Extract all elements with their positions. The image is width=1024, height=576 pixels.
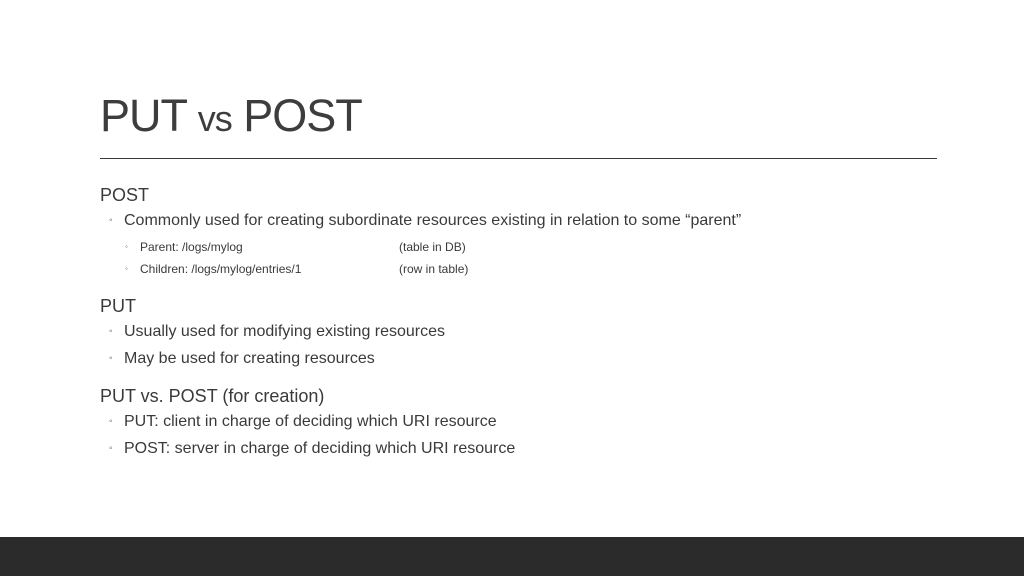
sub-bullet-note: (table in DB): [399, 240, 466, 254]
hollow-bullet-icon: ◦: [125, 264, 128, 273]
section-heading: PUT vs. POST (for creation): [100, 386, 325, 406]
hollow-bullet-icon: ◦: [109, 443, 113, 454]
bullet-text: PUT: client in charge of deciding which URI resource: [124, 413, 497, 430]
bullet-item: [100, 318, 940, 345]
bullet-item: [100, 207, 940, 234]
title-divider: [100, 158, 937, 159]
sub-bullet-label: Children: /logs/mylog/entries/1: [140, 262, 302, 276]
title-vs: vs: [197, 98, 232, 139]
sub-bullet-item: [100, 258, 940, 280]
sub-bullet-list: [100, 234, 940, 280]
section-put-vs-post: [100, 384, 940, 462]
title-post: POST: [243, 90, 362, 141]
hollow-bullet-icon: ◦: [109, 326, 113, 337]
bullet-text: POST: server in charge of deciding which URI resource: [124, 440, 516, 457]
section-post: [100, 183, 940, 280]
sub-bullet-note: (row in table): [399, 262, 469, 276]
bullet-text: May be used for creating resources: [124, 350, 375, 367]
hollow-bullet-icon: ◦: [125, 242, 128, 251]
slide-title: [100, 88, 362, 147]
bullet-item: [100, 408, 940, 435]
sub-bullet-label: Parent: /logs/mylog: [140, 240, 243, 254]
section-heading: PUT: [100, 296, 136, 316]
footer-bar: [0, 537, 1024, 576]
title-put: PUT: [100, 90, 187, 141]
section-heading: POST: [100, 185, 150, 205]
bullet-item: [100, 345, 940, 372]
slide-content: [100, 183, 940, 462]
hollow-bullet-icon: ◦: [109, 416, 113, 427]
bullet-text: Usually used for modifying existing resources: [124, 323, 446, 340]
hollow-bullet-icon: ◦: [109, 215, 113, 226]
hollow-bullet-icon: ◦: [109, 353, 113, 364]
section-put: [100, 294, 940, 372]
bullet-text: Commonly used for creating subordinate resources existing in relation to some “parent”: [124, 212, 742, 229]
bullet-item: [100, 435, 940, 462]
sub-bullet-item: [100, 236, 940, 258]
